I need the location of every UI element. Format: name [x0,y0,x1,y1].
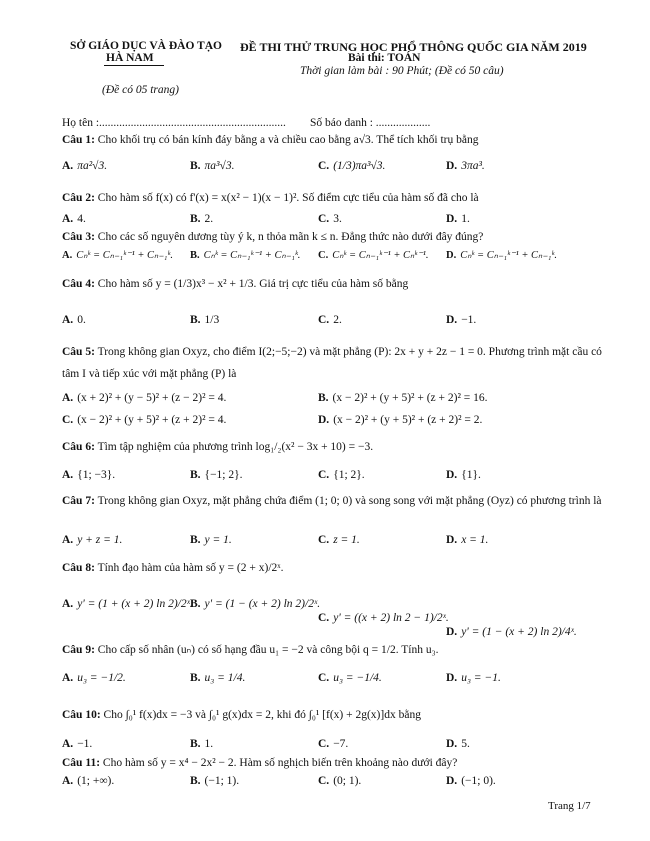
question-4: Câu 4: Cho hàm số y = (1/3)x³ − x² + 1/3. Giá trị cực tiểu của hàm số bằng [62,278,409,290]
option-1d: D. 3πa³. [446,160,485,172]
option-7b: B. y = 1. [190,534,232,546]
header-underline [104,65,164,66]
option-11a: A. (1; +∞). [62,775,115,787]
option-8c: C. y' = ((x + 2) ln 2 − 1)/2ˣ. [318,612,449,624]
option-10b: B. 1. [190,738,214,750]
option-1c: C. (1/3)πa³√3. [318,160,386,172]
option-5d: D. (x − 2)² + (y + 5)² + (z + 2)² = 2. [318,414,483,426]
option-3b: B. Cₙᵏ = Cₙ₋₁ᵏ⁻¹ + Cₙ₋₁ᵏ. [190,250,301,261]
option-1a: A. πa²√3. [62,160,108,172]
question-5: Câu 5: Trong không gian Oxyz, cho điểm I(2;−5;−2) và mặt phẳng (P): 2x + y + 2z − 1 = 0. Phương trình mặt cầu có tâm I và tiếp xúc với mặt phẳng (P) là [62,346,602,380]
option-6b: B. {−1; 2}. [190,469,243,481]
option-2a: A. 4. [62,213,86,225]
pages-note: (Đề có 05 trang) [102,84,179,96]
option-7d: D. x = 1. [446,534,489,546]
question-9: Câu 9: Cho cấp số nhân (uₙ) có số hạng đầu u₁ = −2 và công bội q = 1/2. Tính u₃. [62,644,439,656]
question-7: Câu 7: Trong không gian Oxyz, mặt phẳng chứa điểm (1; 0; 0) và song song với mặt phẳng (Oyz) có phương trình là [62,495,602,507]
option-8d: D. y' = (1 − (x + 2) ln 2)/4ˣ. [446,626,577,638]
question-1 [62,133,602,147]
question-8: Câu 8: Tính đạo hàm của hàm số y = (2 + x)/2ˣ. [62,562,284,574]
option-5c: C. (x − 2)² + (y + 5)² + (z + 2)² = 4. [62,414,227,426]
department-name: SỞ GIÁO DỤC VÀ ĐÀO TẠO [70,40,222,52]
province-name: HÀ NAM [106,52,154,64]
question-number: Câu 1: [62,134,95,146]
question-6: Câu 6: Tìm tập nghiệm của phương trình log₁/₂(x² − 3x + 10) = −3. [62,441,374,453]
student-number-field: Số báo danh : ................... [310,117,431,129]
option-3a: A. Cₙᵏ = Cₙ₋₁ᵏ⁻¹ + Cₙ₋₁ᵏ. [62,250,174,261]
option-3d: D. Cₙᵏ = Cₙ₋₁ᵏ⁻¹ + Cₙ₋₁ᵏ. [446,250,558,261]
option-4d: D. −1. [446,314,477,326]
option-8b: B. y' = (1 − (x + 2) ln 2)/2ˣ. [190,598,321,610]
option-2b: B. 2. [190,213,214,225]
option-9b: B. u₃ = 1/4. [190,672,246,684]
option-4a: A. 0. [62,314,86,326]
exam-subject: Bài thi: TOÁN [348,52,421,64]
option-3c: C. Cₙᵏ = Cₙ₋₁ᵏ⁻¹ + Cₙᵏ⁻¹. [318,250,429,261]
option-4c: C. 2. [318,314,342,326]
option-4b: B. 1/3 [190,314,220,326]
option-6c: C. {1; 2}. [318,469,365,481]
option-7c: C. z = 1. [318,534,360,546]
question-2: Câu 2: Cho hàm số f(x) có f'(x) = x(x² − 1)(x − 1)². Số điểm cực tiểu của hàm số đã cho là [62,192,479,204]
option-9d: D. u₃ = −1. [446,672,501,684]
question-3: Câu 3: Cho các số nguyên dương tùy ý k, n thỏa mãn k ≤ n. Đẳng thức nào dưới đây đúng? [62,231,484,243]
student-name-field: Họ tên :................................................................. [62,117,286,129]
option-10c: C. −7. [318,738,349,750]
option-9a: A. u₃ = −1/2. [62,672,126,684]
option-11b: B. (−1; 1). [190,775,240,787]
exam-time-note: Thời gian làm bài : 90 Phút; (Đề có 50 câu) [300,65,504,77]
question-11: Câu 11: Cho hàm số y = x⁴ − 2x² − 2. Hàm số nghịch biến trên khoảng nào dưới đây? [62,757,458,769]
question-10: Câu 10: Cho ∫₀¹ f(x)dx = −3 và ∫₀¹ g(x)dx = 2, khi đó ∫₀¹ [f(x) + 2g(x)]dx bằng [62,709,421,721]
option-9c: C. u₃ = −1/4. [318,672,382,684]
option-5b: B. (x − 2)² + (y + 5)² + (z + 2)² = 16. [318,392,488,404]
option-11d: D. (−1; 0). [446,775,496,787]
option-11c: C. (0; 1). [318,775,362,787]
option-6a: A. {1; −3}. [62,469,116,481]
option-10a: A. −1. [62,738,93,750]
option-2c: C. 3. [318,213,342,225]
option-7a: A. y + z = 1. [62,534,123,546]
option-5a: A. (x + 2)² + (y − 5)² + (z − 2)² = 4. [62,392,227,404]
question-text: Cho khối trụ có bán kính đáy bằng a và chiều cao bằng a√3. Thể tích khối trụ bằng [97,134,479,146]
option-10d: D. 5. [446,738,470,750]
option-1b: B. πa³√3. [190,160,235,172]
exam-title: ĐỀ THI THỬ TRUNG HỌC PHỔ THÔNG QUỐC GIA NĂM 2019 [240,40,587,54]
option-2d: D. 1. [446,213,470,225]
page-number: Trang 1/7 [548,800,591,812]
option-8a: A. y' = (1 + (x + 2) ln 2)/2ˣ. [62,598,193,610]
option-6d: D. {1}. [446,469,481,481]
